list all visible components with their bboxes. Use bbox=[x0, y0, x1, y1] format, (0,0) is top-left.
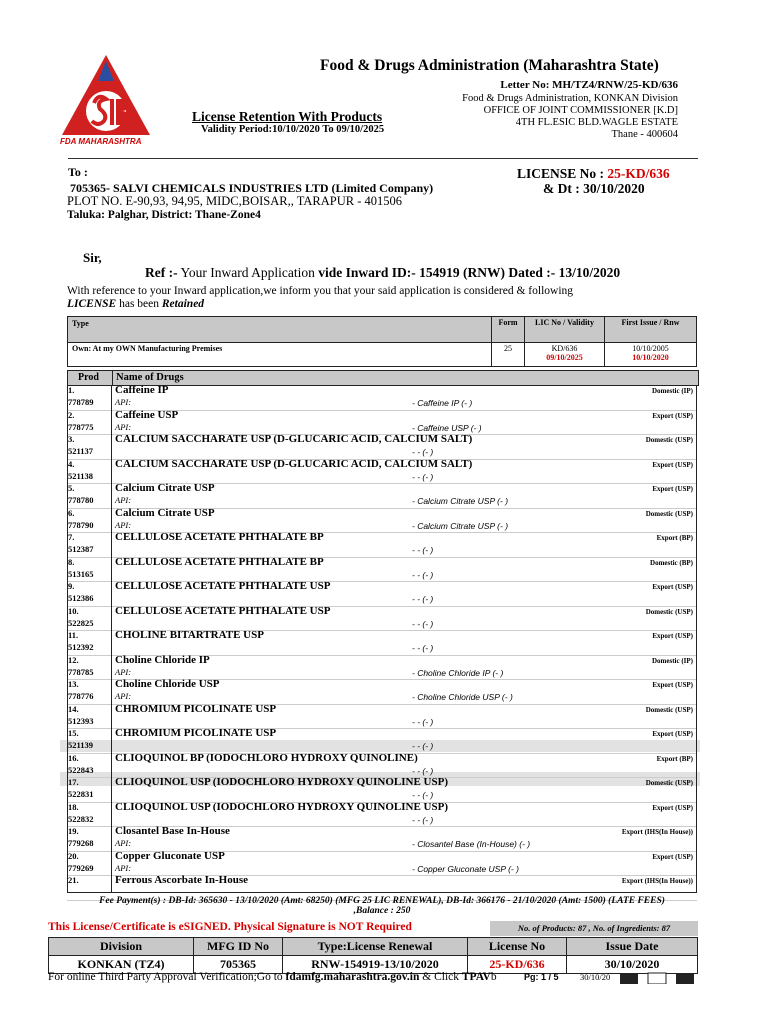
drug-market: Domestic (USP) bbox=[645, 436, 693, 444]
drug-prod-id: 778790 bbox=[68, 519, 94, 530]
drug-market: Export (USP) bbox=[652, 681, 693, 689]
drug-table-frame bbox=[67, 385, 697, 893]
drug-serial: 9. bbox=[68, 581, 75, 591]
drug-name: Choline Chloride USP bbox=[115, 678, 220, 690]
has-been: has been bbox=[119, 298, 160, 310]
drug-name-header: Name of Drugs bbox=[116, 372, 184, 383]
qr-stamp-icon bbox=[620, 970, 696, 984]
drug-serial: 12. bbox=[68, 654, 79, 665]
issue-date-header: Issue Date bbox=[567, 938, 698, 956]
drug-market: Export (IHS(In House)) bbox=[621, 828, 693, 836]
drug-market: Export (USP) bbox=[652, 632, 693, 640]
drug-serial: 7. bbox=[68, 532, 75, 542]
license-summary-table bbox=[48, 937, 698, 974]
license-no-header: License No bbox=[468, 938, 567, 956]
to-label: To : bbox=[68, 165, 88, 179]
drug-market: Export (USP) bbox=[652, 730, 693, 738]
drug-api-value: - - (- ) bbox=[412, 545, 434, 555]
address-line-1: 4TH FL.ESIC BLD.WAGLE ESTATE bbox=[515, 117, 678, 128]
drug-name: Choline Chloride IP bbox=[115, 653, 210, 666]
drug-serial: 6. bbox=[68, 507, 75, 518]
drug-name: Closantel Base In-House bbox=[115, 825, 230, 837]
drug-prod-id: 522832 bbox=[68, 813, 94, 824]
license-date: & Dt : 30/10/2020 bbox=[543, 181, 645, 196]
drug-prod-id: 778785 bbox=[68, 666, 94, 677]
recipient-taluka: Taluka: Palghar, District: Thane-Zone4 bbox=[67, 209, 261, 221]
drug-prod-id: 512387 bbox=[68, 544, 94, 554]
org-title: Food & Drugs Administration (Maharashtra State) bbox=[320, 57, 659, 74]
drug-market: Domestic (USP) bbox=[645, 607, 693, 616]
drug-api-value: - Calcium Citrate USP (- ) bbox=[412, 520, 509, 531]
body-line-2 bbox=[67, 298, 204, 310]
drug-market: Export (USP) bbox=[652, 803, 693, 812]
drug-name: CELLULOSE ACETATE PHTHALATE BP bbox=[115, 531, 324, 543]
drug-api-value: - - (- ) bbox=[412, 594, 434, 604]
type-renewal-value: RNW-154919-13/10/2020 bbox=[283, 956, 468, 974]
footer-date: 30/10/20 bbox=[580, 972, 611, 982]
form-header: Form bbox=[492, 317, 525, 343]
drug-api-label: API: bbox=[115, 691, 132, 701]
drug-serial: 2. bbox=[68, 409, 75, 420]
drug-name: CLIOQUINOL BP (IODOCHLORO HYDROXY QUINOLINE) bbox=[115, 751, 418, 764]
form-value: 25 bbox=[492, 343, 525, 367]
drug-api-value: - - (- ) bbox=[412, 447, 434, 457]
drug-serial: 4. bbox=[68, 458, 75, 469]
drug-serial: 3. bbox=[68, 434, 75, 444]
drug-api-value: - Choline Chloride USP (- ) bbox=[412, 692, 513, 702]
drug-prod-id: 779268 bbox=[68, 838, 94, 848]
recipient-name: 705365- SALVI CHEMICALS INDUSTRIES LTD (Limited Company) bbox=[70, 181, 434, 195]
lic-validity-value bbox=[525, 343, 605, 367]
drug-name: CLIOQUINOL USP (IODOCHLORO HYDROXY QUINOLINE USP) bbox=[115, 800, 448, 813]
drug-serial: 10. bbox=[68, 605, 79, 616]
type-header: Type bbox=[68, 317, 492, 343]
drug-api-value: - Choline Chloride IP (- ) bbox=[412, 667, 504, 678]
drug-name: Calcium Citrate USP bbox=[115, 506, 215, 519]
drug-api-value: - Closantel Base (In-House) (- ) bbox=[412, 839, 531, 849]
salutation: Sir, bbox=[83, 250, 102, 265]
page-number: Pg: 1 / 5 bbox=[524, 972, 559, 982]
ref-text-2: vide Inward ID:- 154919 (RNW) Dated :- 13/10/2020 bbox=[318, 265, 621, 280]
drug-prod-id: 778776 bbox=[68, 691, 94, 701]
recipient-plot: PLOT NO. E-90,93, 94,95, MIDC,BOISAR,, TARAPUR - 401506 bbox=[67, 194, 403, 208]
drug-prod-id: 521137 bbox=[68, 446, 94, 456]
drug-name: CELLULOSE ACETATE PHTHALATE BP bbox=[115, 555, 324, 568]
drug-api-value: - Copper Gluconate USP (- ) bbox=[412, 863, 519, 874]
logo-text: FDA MAHARASHTRA bbox=[60, 137, 142, 146]
drug-market: Domestic (USP) bbox=[645, 509, 693, 518]
product-count: No. of Products: 87 , No. of Ingredients: 87 bbox=[490, 921, 698, 936]
drug-serial: 15. bbox=[68, 728, 79, 738]
drug-name: Ferrous Ascorbate In-House bbox=[115, 874, 249, 886]
drug-name: CALCIUM SACCHARATE USP (D-GLUCARIC ACID, CALCIUM SALT) bbox=[115, 433, 473, 445]
drug-api-value: - Caffeine USP (- ) bbox=[412, 422, 482, 433]
drug-serial: 13. bbox=[68, 679, 79, 689]
drug-api-label: API: bbox=[115, 838, 132, 848]
reference-line bbox=[145, 265, 620, 281]
license-number: 25-KD/636 bbox=[607, 166, 670, 181]
validity-value: 09/10/2025 bbox=[546, 353, 583, 362]
drug-serial: 5. bbox=[68, 483, 75, 493]
drug-prod-id: 512392 bbox=[68, 642, 94, 652]
footer-text-2: & Click bbox=[422, 971, 460, 983]
drug-serial: 16. bbox=[68, 752, 79, 763]
drug-prod-id: 513165 bbox=[68, 568, 94, 579]
fee-payment bbox=[67, 896, 697, 916]
drug-name: CELLULOSE ACETATE PHTHALATE USP bbox=[115, 580, 331, 592]
drug-name: CHOLINE BITARTRATE USP bbox=[115, 629, 264, 641]
body-line-1: With reference to your Inward application,we inform you that your said application is considered & following bbox=[67, 285, 574, 297]
footer-tpav: TPAV bbox=[461, 971, 491, 983]
drug-market: Export (USP) bbox=[652, 460, 693, 469]
first-issue-date: 10/10/2005 bbox=[632, 344, 669, 353]
lic-no-value: KD/636 bbox=[551, 344, 578, 353]
drug-api-value: - Caffeine IP (- ) bbox=[412, 398, 473, 408]
drug-name: CHROMIUM PICOLINATE USP bbox=[115, 702, 277, 715]
drug-serial: 21. bbox=[68, 875, 79, 885]
drug-market: Domestic (USP) bbox=[645, 779, 693, 787]
drug-serial: 19. bbox=[68, 826, 79, 836]
drug-api-label: API: bbox=[115, 495, 132, 505]
drug-api-label: API: bbox=[115, 666, 132, 677]
drug-serial: 18. bbox=[68, 801, 79, 812]
drug-api-label: API: bbox=[115, 397, 132, 407]
esign-notice: This License/Certificate is eSIGNED. Physical Signature is NOT Required bbox=[48, 921, 412, 933]
drug-api-value: - - (- ) bbox=[412, 716, 434, 727]
drug-prod-id: 522831 bbox=[68, 789, 94, 799]
fee-line-1: Fee Payment(s) : DB-Id: 365630 - 13/10/2020 (Amt: 68250) (MFG 25 LIC RENEWAL), DB-Id: 366176 - 21/10/2020 (Amt: 1500) (LATE FEES) bbox=[99, 896, 665, 906]
drug-serial: 11. bbox=[68, 630, 79, 640]
drug-api-value: - - (- ) bbox=[412, 569, 434, 580]
drug-market: Export (IHS(In House)) bbox=[621, 877, 693, 885]
footer-text-1: For online Third Party Approval Verification;Go to bbox=[48, 971, 283, 983]
type-table bbox=[67, 316, 697, 367]
drug-prod-id: 778789 bbox=[68, 397, 94, 407]
license-label: LICENSE No : bbox=[517, 166, 605, 181]
drug-serial: 8. bbox=[68, 556, 75, 567]
drug-market: Domestic (IP) bbox=[651, 387, 693, 395]
drug-serial: 20. bbox=[68, 850, 79, 861]
office: OFFICE OF JOINT COMMISSIONER [K.D] bbox=[483, 105, 678, 116]
drug-name: CALCIUM SACCHARATE USP (D-GLUCARIC ACID, CALCIUM SALT) bbox=[115, 457, 473, 470]
type-value: Own: At my OWN Manufacturing Premises bbox=[68, 343, 492, 367]
letter-no: Letter No: MH/TZ4/RNW/25-KD/636 bbox=[500, 79, 678, 91]
fee-line-2: ,Balance : 250 bbox=[353, 906, 411, 916]
drug-market: Export (USP) bbox=[652, 852, 693, 861]
drug-market: Export (USP) bbox=[652, 485, 693, 493]
drug-api-value: - - (- ) bbox=[412, 814, 434, 825]
drug-serial: 1. bbox=[68, 385, 75, 395]
type-renewal-header: Type:License Renewal bbox=[283, 938, 468, 956]
mfg-id-header: MFG ID No bbox=[194, 938, 283, 956]
ref-label: Ref :- bbox=[145, 265, 178, 280]
prod-header: Prod bbox=[78, 372, 99, 383]
drug-api-value: - - (- ) bbox=[412, 471, 434, 482]
drug-api-value: - - (- ) bbox=[412, 790, 434, 800]
drug-name: Caffeine IP bbox=[115, 384, 169, 396]
drug-api-value: - - (- ) bbox=[412, 643, 434, 653]
first-issue-value bbox=[605, 343, 697, 367]
validity-period: Validity Period:10/10/2020 To 09/10/2025 bbox=[201, 124, 385, 135]
drug-market: Domestic (BP) bbox=[650, 558, 693, 567]
ref-text-1: Your Inward Application bbox=[180, 265, 315, 280]
address-line-2: Thane - 400604 bbox=[611, 129, 678, 140]
drug-prod-id: 779269 bbox=[68, 862, 94, 873]
drug-prod-id: 521138 bbox=[68, 470, 94, 481]
footer-b: b bbox=[490, 971, 497, 983]
drug-api-label: API: bbox=[115, 862, 132, 873]
footer-verification bbox=[48, 971, 497, 983]
fda-logo bbox=[58, 55, 154, 147]
issue-date-value: 30/10/2020 bbox=[567, 956, 698, 974]
license-no-value: 25-KD/636 bbox=[468, 956, 567, 974]
drug-market: Export (USP) bbox=[652, 583, 693, 591]
drug-name: Caffeine USP bbox=[115, 408, 179, 421]
drug-prod-id: 512386 bbox=[68, 593, 94, 603]
drug-name: Copper Gluconate USP bbox=[115, 849, 225, 862]
drug-name: CLIOQUINOL USP (IODOCHLORO HYDROXY QUINOLINE USP) bbox=[115, 776, 448, 788]
lic-validity-header: LIC No / Validity bbox=[525, 317, 605, 343]
drug-market: Domestic (IP) bbox=[651, 656, 693, 665]
drug-name: Calcium Citrate USP bbox=[115, 482, 215, 494]
drug-market: Export (BP) bbox=[656, 754, 693, 763]
drug-prod-id: 778775 bbox=[68, 421, 94, 432]
drug-prod-id: 512393 bbox=[68, 715, 94, 726]
drug-api-value: - - (- ) bbox=[412, 741, 434, 751]
drug-serial: 14. bbox=[68, 703, 79, 714]
drug-api-label: API: bbox=[115, 519, 132, 530]
division-header: Division bbox=[49, 938, 194, 956]
retained-word: Retained bbox=[161, 298, 205, 310]
division-value: KONKAN (TZ4) bbox=[49, 956, 194, 974]
drug-market: Domestic (USP) bbox=[645, 705, 693, 714]
footer-site-link[interactable]: fdamfg.maharashtra.gov.in bbox=[285, 971, 420, 983]
license-word: LICENSE bbox=[67, 298, 117, 310]
mfg-id-value: 705365 bbox=[194, 956, 283, 974]
drug-prod-id: 521139 bbox=[68, 740, 94, 750]
drug-market: Export (USP) bbox=[652, 411, 693, 420]
division-line: Food & Drugs Administration, KONKAN Division bbox=[462, 93, 678, 104]
drug-api-value: - - (- ) bbox=[412, 765, 434, 776]
drug-api-value: - Calcium Citrate USP (- ) bbox=[412, 496, 509, 506]
license-no bbox=[517, 166, 670, 182]
drug-serial: 17. bbox=[68, 777, 79, 787]
drug-prod-id: 522825 bbox=[68, 617, 94, 628]
drug-api-value: - - (- ) bbox=[412, 618, 434, 629]
first-issue-header: First Issue / Rnw bbox=[605, 317, 697, 343]
drug-prod-id: 522843 bbox=[68, 764, 94, 775]
drug-name: CHROMIUM PICOLINATE USP bbox=[115, 727, 277, 739]
drug-market: Export (BP) bbox=[656, 534, 693, 542]
drug-api-label: API: bbox=[115, 421, 132, 432]
drug-name: CELLULOSE ACETATE PHTHALATE USP bbox=[115, 604, 331, 617]
rnw-date: 10/10/2020 bbox=[632, 353, 669, 362]
doc-heading: License Retention With Products bbox=[192, 109, 383, 124]
drug-prod-id: 778780 bbox=[68, 495, 94, 505]
header-divider bbox=[68, 158, 698, 159]
